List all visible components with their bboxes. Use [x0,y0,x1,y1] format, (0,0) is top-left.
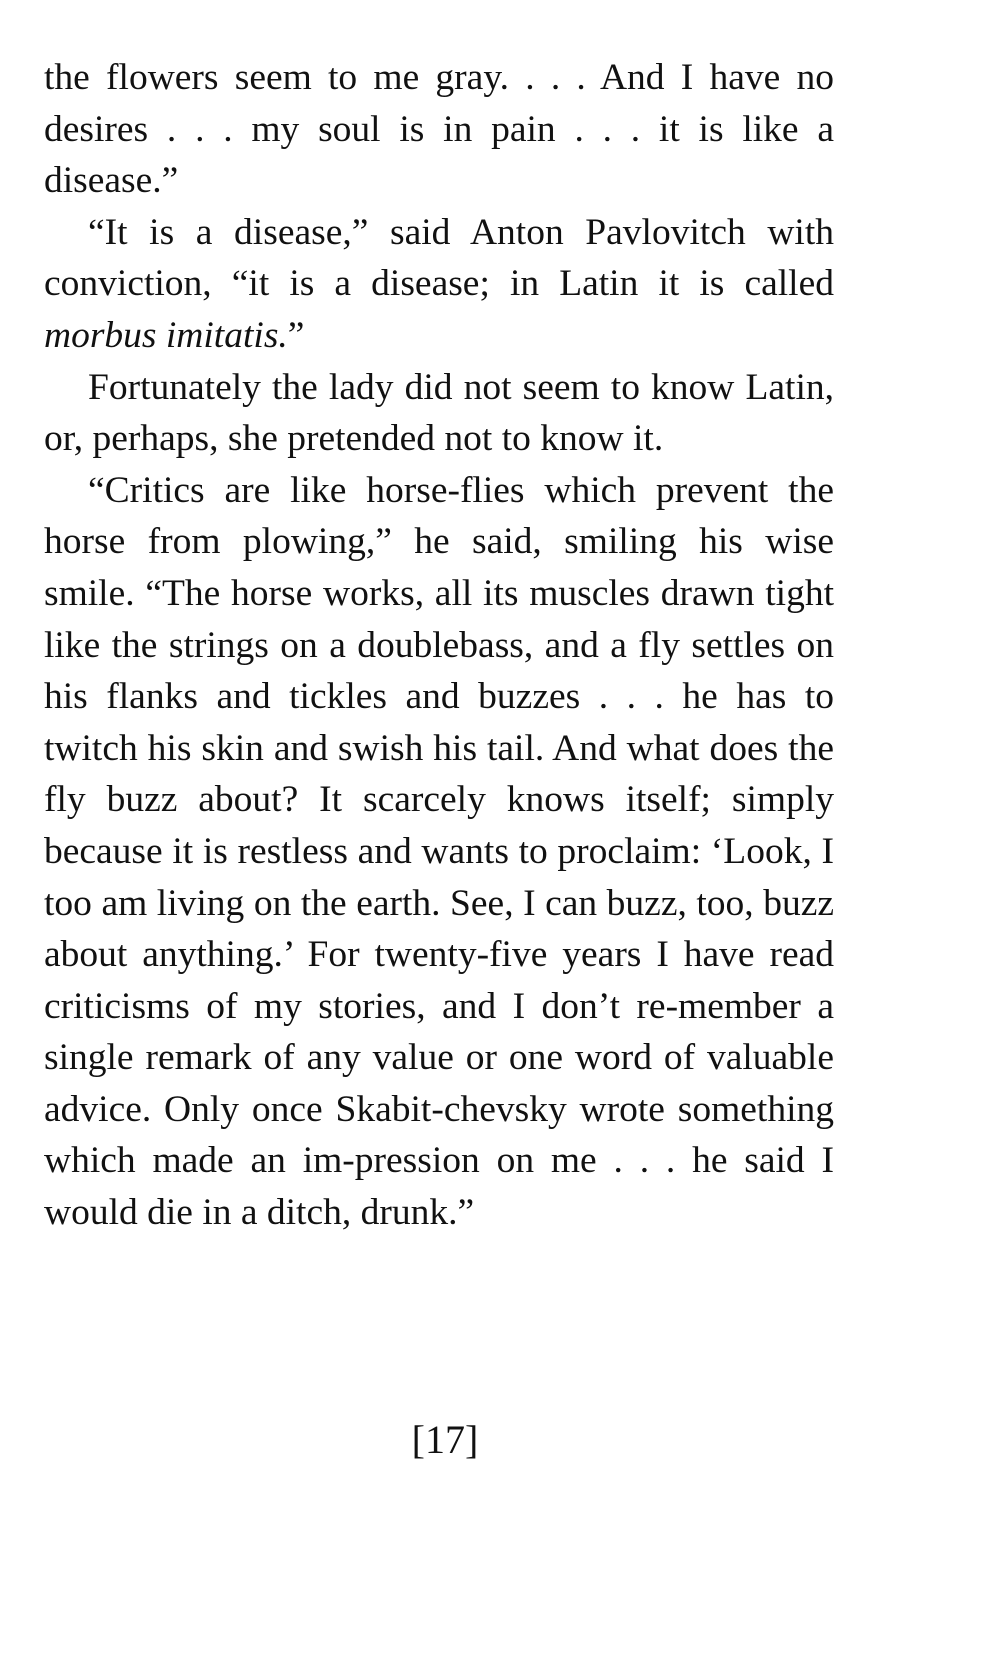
paragraph-2 [44,207,834,362]
paragraph-3 [44,362,834,465]
page-body [44,52,834,1239]
paragraph-4 [44,465,834,1239]
paragraph-2-text: “It is a disease,” said Anton Pavlovitch with conviction, “it is a disease; in Latin it is called [44,211,834,305]
page-number: [17] [411,1417,479,1462]
paragraph-3-text: Fortunately the lady did not seem to know Latin, or, perhaps, she pretended not to know it. [44,366,834,460]
paragraph-4-text: “Critics are like horse-flies which prevent the horse from plowing,” he said, smiling his wise smile. “The horse works, all its muscles drawn tight like the strings on a doublebass, and a fly settles on his flanks and tickles and buzzes . . . he has to twitch his skin and swish his tail. And what does the fly buzz about? It scarcely knows itself; simply because it is restless and wants to proclaim: ‘Look, I too am living on the earth. See, I can buzz, too, buzz about anything.’ For twenty-five years I have read criticisms of my stories, and I don’t re-member a single remark of any value or one word of valuable advice. Only once Skabit-chevsky wrote something which made an im-pression on me . . . he said I would die in a ditch, drunk.” [44,469,834,1234]
paragraph-1-text: the flowers seem to me gray. . . . And I have no desires . . . my soul is in pain . . . it is like a disease.” [44,57,834,202]
paragraph-1-continuation [44,52,834,207]
paragraph-2-closing-quote: ” [287,314,305,356]
paragraph-2-italic-latin: morbus imitatis. [44,314,288,356]
